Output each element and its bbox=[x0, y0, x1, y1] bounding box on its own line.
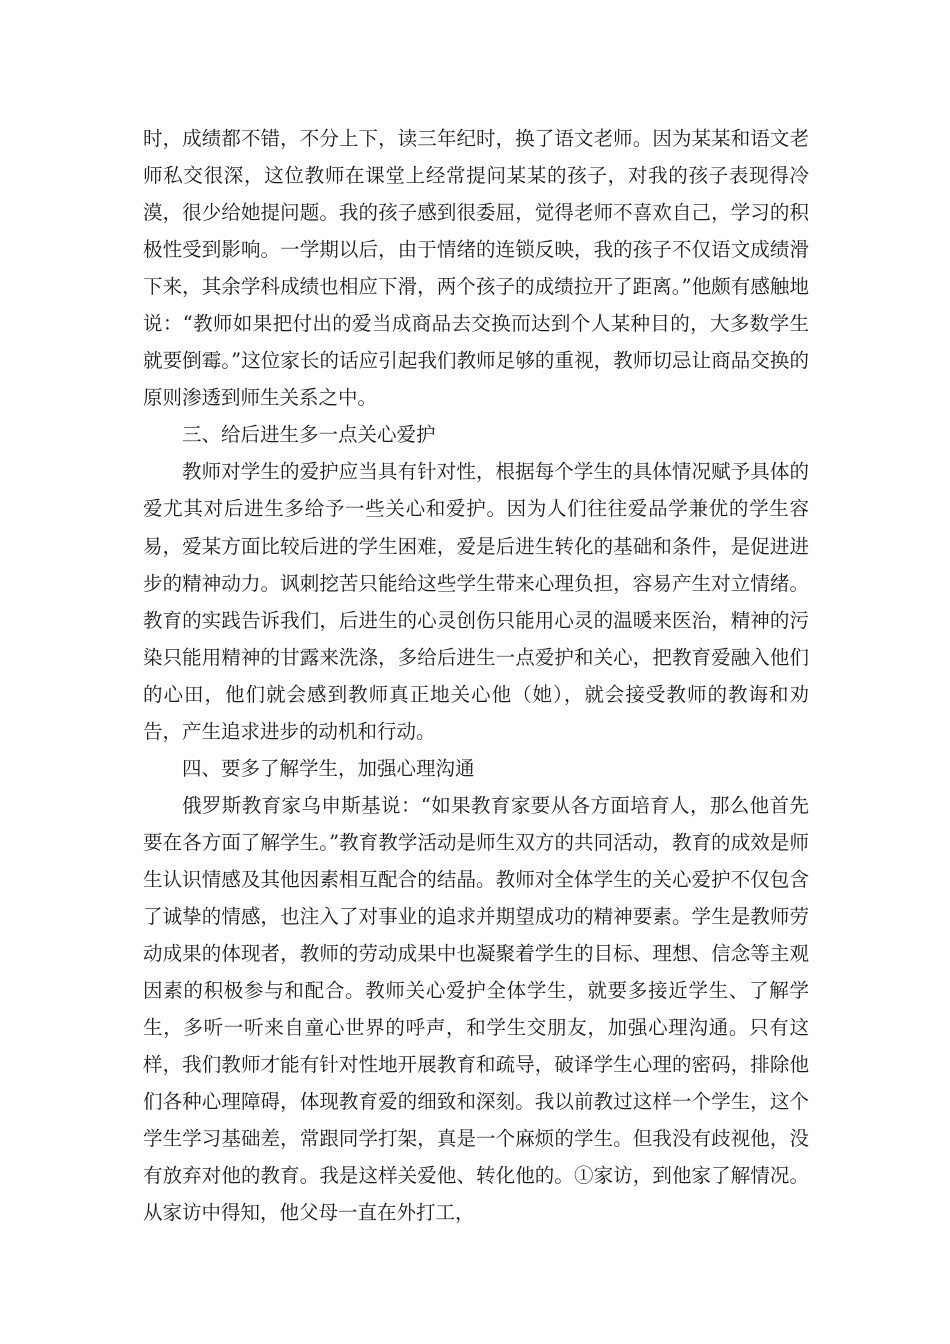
paragraph-continuation: 时，成绩都不错，不分上下，读三年纪时，换了语文老师。因为某某和语文老师私交很深，这位教师在课堂上经常提问某某的孩子，对我的孩子表现得冷漠，很少给她提问题。我的孩子感到很委屈，觉得老师不喜欢自己，学习的积极性受到影响。一学期以后，由于情绪的连锁反映，我的孩子不仅语文成绩滑下来，其余学科成绩也相应下滑，两个孩子的成绩拉开了距离。”他颇有感触地说：“教师如果把付出的爱当成商品去交换而达到个人某种目的，大多数学生就要倒霉。”这位家长的话应引起我们教师足够的重视，教师切忌让商品交换的原则渗透到师生关系之中。 bbox=[143, 127, 809, 410]
paragraph-section-4: 俄罗斯教育家乌申斯基说：“如果教育家要从各方面培育人，那么他首先要在各方面了解学生。”教育教学活动是师生双方的共同活动，教育的成效是师生认识情感及其他因素相互配合的结晶。教师对全体学生的关心爱护不仅包含了诚挚的情感，也注入了对事业的追求并期望成功的精神要素。学生是教师劳动成果的体现者，教师的劳动成果中也凝聚着学生的目标、理想、信念等主观因素的积极参与和配合。教师关心爱护全体学生，就要多接近学生、了解学生，多听一听来自童心世界的呼声，和学生交朋友，加强心理沟通。只有这样，我们教师才能有针对性地开展教育和疏导，破译学生心理的密码，排除他们各种心理障碍，体现教育爱的细致和深刻。我以前教过这样一个学生，这个学生学习基础差，常跟同学打架，真是一个麻烦的学生。但我没有歧视他，没有放弃对他的教育。我是这样关爱他、转化他的。①家访，到他家了解情况。从家访中得知，他父母一直在外打工， bbox=[143, 793, 809, 1225]
paragraph-section-3: 教师对学生的爱护应当具有针对性，根据每个学生的具体情况赋予具体的爱尤其对后进生多给予一些关心和爱护。因为人们往往爱品学兼优的学生容易，爱某方面比较后进的学生困难，爱是后进生转化的基础和条件，是促进进步的精神动力。讽刺挖苦只能给这些学生带来心理负担，容易产生对立情绪。教育的实践告诉我们，后进生的心灵创伤只能用心灵的温暖来医治，精神的污染只能用精神的甘露来洗涤，多给后进生一点爱护和关心，把教育爱融入他们的心田，他们就会感到教师真正地关心他（她），就会接受教师的教诲和劝告，产生追求进步的动机和行动。 bbox=[143, 460, 809, 743]
section-heading-4: 四、要多了解学生，加强心理沟通 bbox=[182, 756, 475, 780]
section-heading-3: 三、给后进生多一点关心爱护 bbox=[182, 423, 436, 447]
document-body bbox=[143, 120, 809, 1231]
